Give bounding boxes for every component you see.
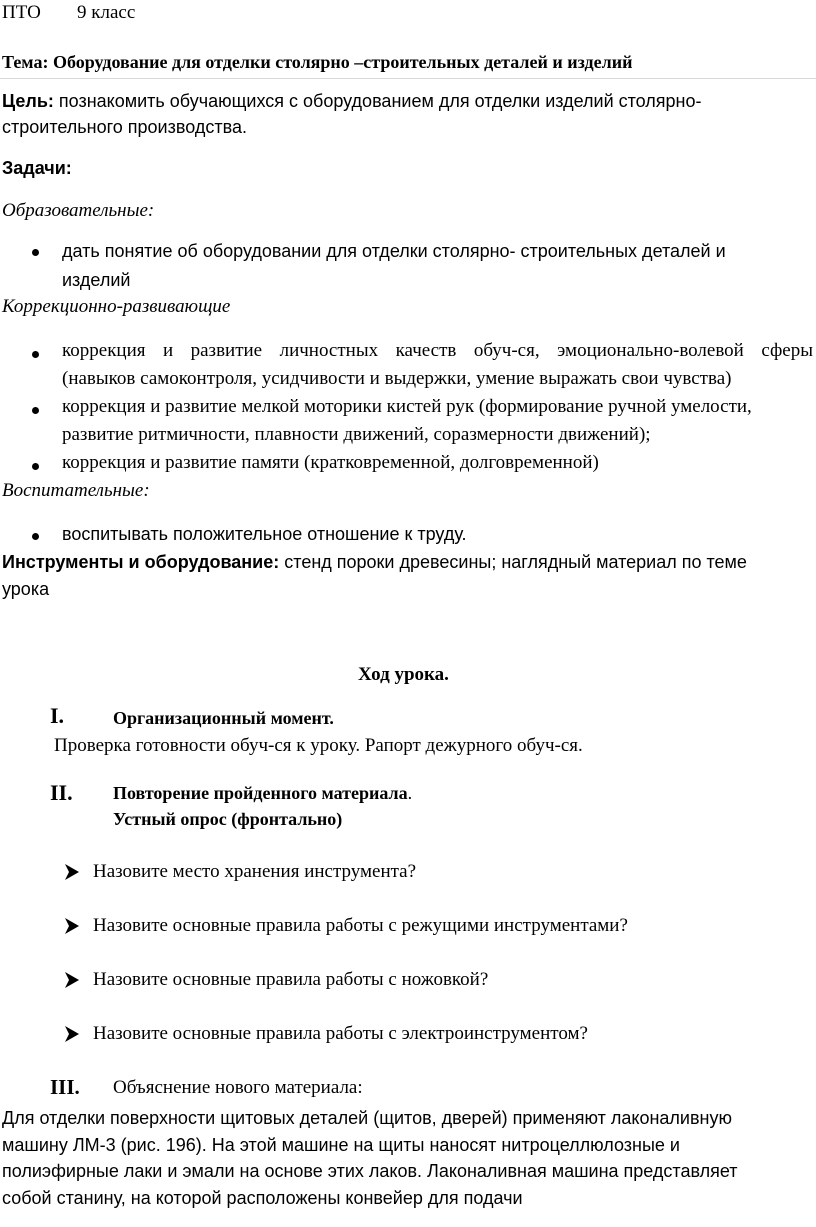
topic-divider [0, 78, 816, 79]
body-line-4: собой станину, на которой расположены конвейер для подачи [2, 1188, 523, 1208]
goal-text-line1: познакомить обучающихся с оборудованием для отделки изделий столярно- [58, 91, 702, 111]
body-line-2: машину ЛМ-3 (рис. 196). На этой машине на щиты наносят нитроцеллюлозные и [2, 1135, 680, 1155]
tools-text-line2: урока [2, 579, 50, 599]
stage1-text: Проверка готовности обуч-ся к уроку. Рапорт дежурного обуч-ся. [54, 735, 583, 756]
stage1-title: Организационный момент. [113, 708, 334, 728]
tasks-heading: Задачи: [2, 158, 72, 178]
corrective-item2-line1: коррекция и развитие мелкой моторики кистей рук (формирование ручной умелости, [62, 396, 752, 417]
goal-label: Цель: [2, 91, 54, 111]
bullet-icon [32, 533, 39, 540]
bullet-icon [32, 351, 39, 358]
header-grade: 9 класс [77, 2, 136, 23]
topic-text: Оборудование для отделки столярно –строительных деталей и изделий [52, 52, 633, 72]
stage2-title: Повторение пройденного материала [113, 783, 408, 803]
goal-text-line2: строительного производства. [2, 117, 247, 137]
tools-line1 [2, 552, 747, 573]
bullet-icon [32, 407, 39, 414]
question-1: Назовите место хранения инструмента? [93, 861, 417, 882]
arrow-bullet-icon [64, 1025, 80, 1043]
question-4: Назовите основные правила работы с электроинструментом? [93, 1023, 588, 1044]
stage3-numeral: III. [50, 1075, 80, 1099]
question-2: Назовите основные правила работы с режущими инструментами? [93, 915, 628, 936]
tools-text-line1: стенд пороки древесины; наглядный материал по теме [284, 552, 747, 572]
arrow-bullet-icon [64, 917, 80, 935]
educational-item-line1: дать понятие об оборудовании для отделки столярно- строительных деталей и [62, 241, 726, 261]
upbringing-title: Воспитательные: [2, 480, 150, 501]
educational-title: Образовательные: [2, 200, 155, 221]
body-line-1: Для отделки поверхности щитовых деталей (щитов, дверей) применяют лаконаливную [2, 1108, 732, 1128]
upbringing-item-line1: воспитывать положительное отношение к труду. [62, 524, 467, 544]
arrow-bullet-icon [64, 971, 80, 989]
stage1-numeral: I. [50, 703, 65, 728]
educational-item-line2: изделий [62, 270, 131, 290]
header-left: ПТО [2, 2, 41, 23]
goal-line1 [2, 91, 702, 112]
stage2-title-suffix: . [407, 783, 413, 803]
bullet-icon [32, 249, 39, 256]
corrective-item1-line2: (навыков самоконтроля, усидчивости и выдержки, умение выражать свои чувства) [62, 368, 732, 389]
topic-line [2, 52, 632, 73]
corrective-item3-line1: коррекция и развитие памяти (кратковременной, долговременной) [62, 452, 599, 473]
topic-label: Тема: [2, 52, 49, 72]
corrective-item1-line1: коррекция и развитие личностных качеств обуч-ся, эмоционально-волевой сферы [62, 340, 813, 361]
stage2-numeral: II. [50, 780, 73, 805]
arrow-bullet-icon [64, 863, 80, 881]
body-line-3: полиэфирные лаки и эмали на основе этих лаков. Лаконаливная машина представляет [2, 1161, 738, 1181]
lesson-title: Ход урока. [358, 664, 449, 685]
stage3-title: Объяснение нового материала: [113, 1077, 363, 1098]
tools-label: Инструменты и оборудование: [2, 552, 280, 572]
stage2-subtitle: Устный опрос (фронтально) [113, 809, 343, 829]
bullet-icon [32, 463, 39, 470]
stage2-title-line [113, 783, 412, 804]
corrective-title: Коррекционно-развивающие [2, 296, 231, 317]
corrective-item2-line2: развитие ритмичности, плавности движений, соразмерности движений); [62, 424, 651, 445]
question-3: Назовите основные правила работы с ножовкой? [93, 969, 489, 990]
